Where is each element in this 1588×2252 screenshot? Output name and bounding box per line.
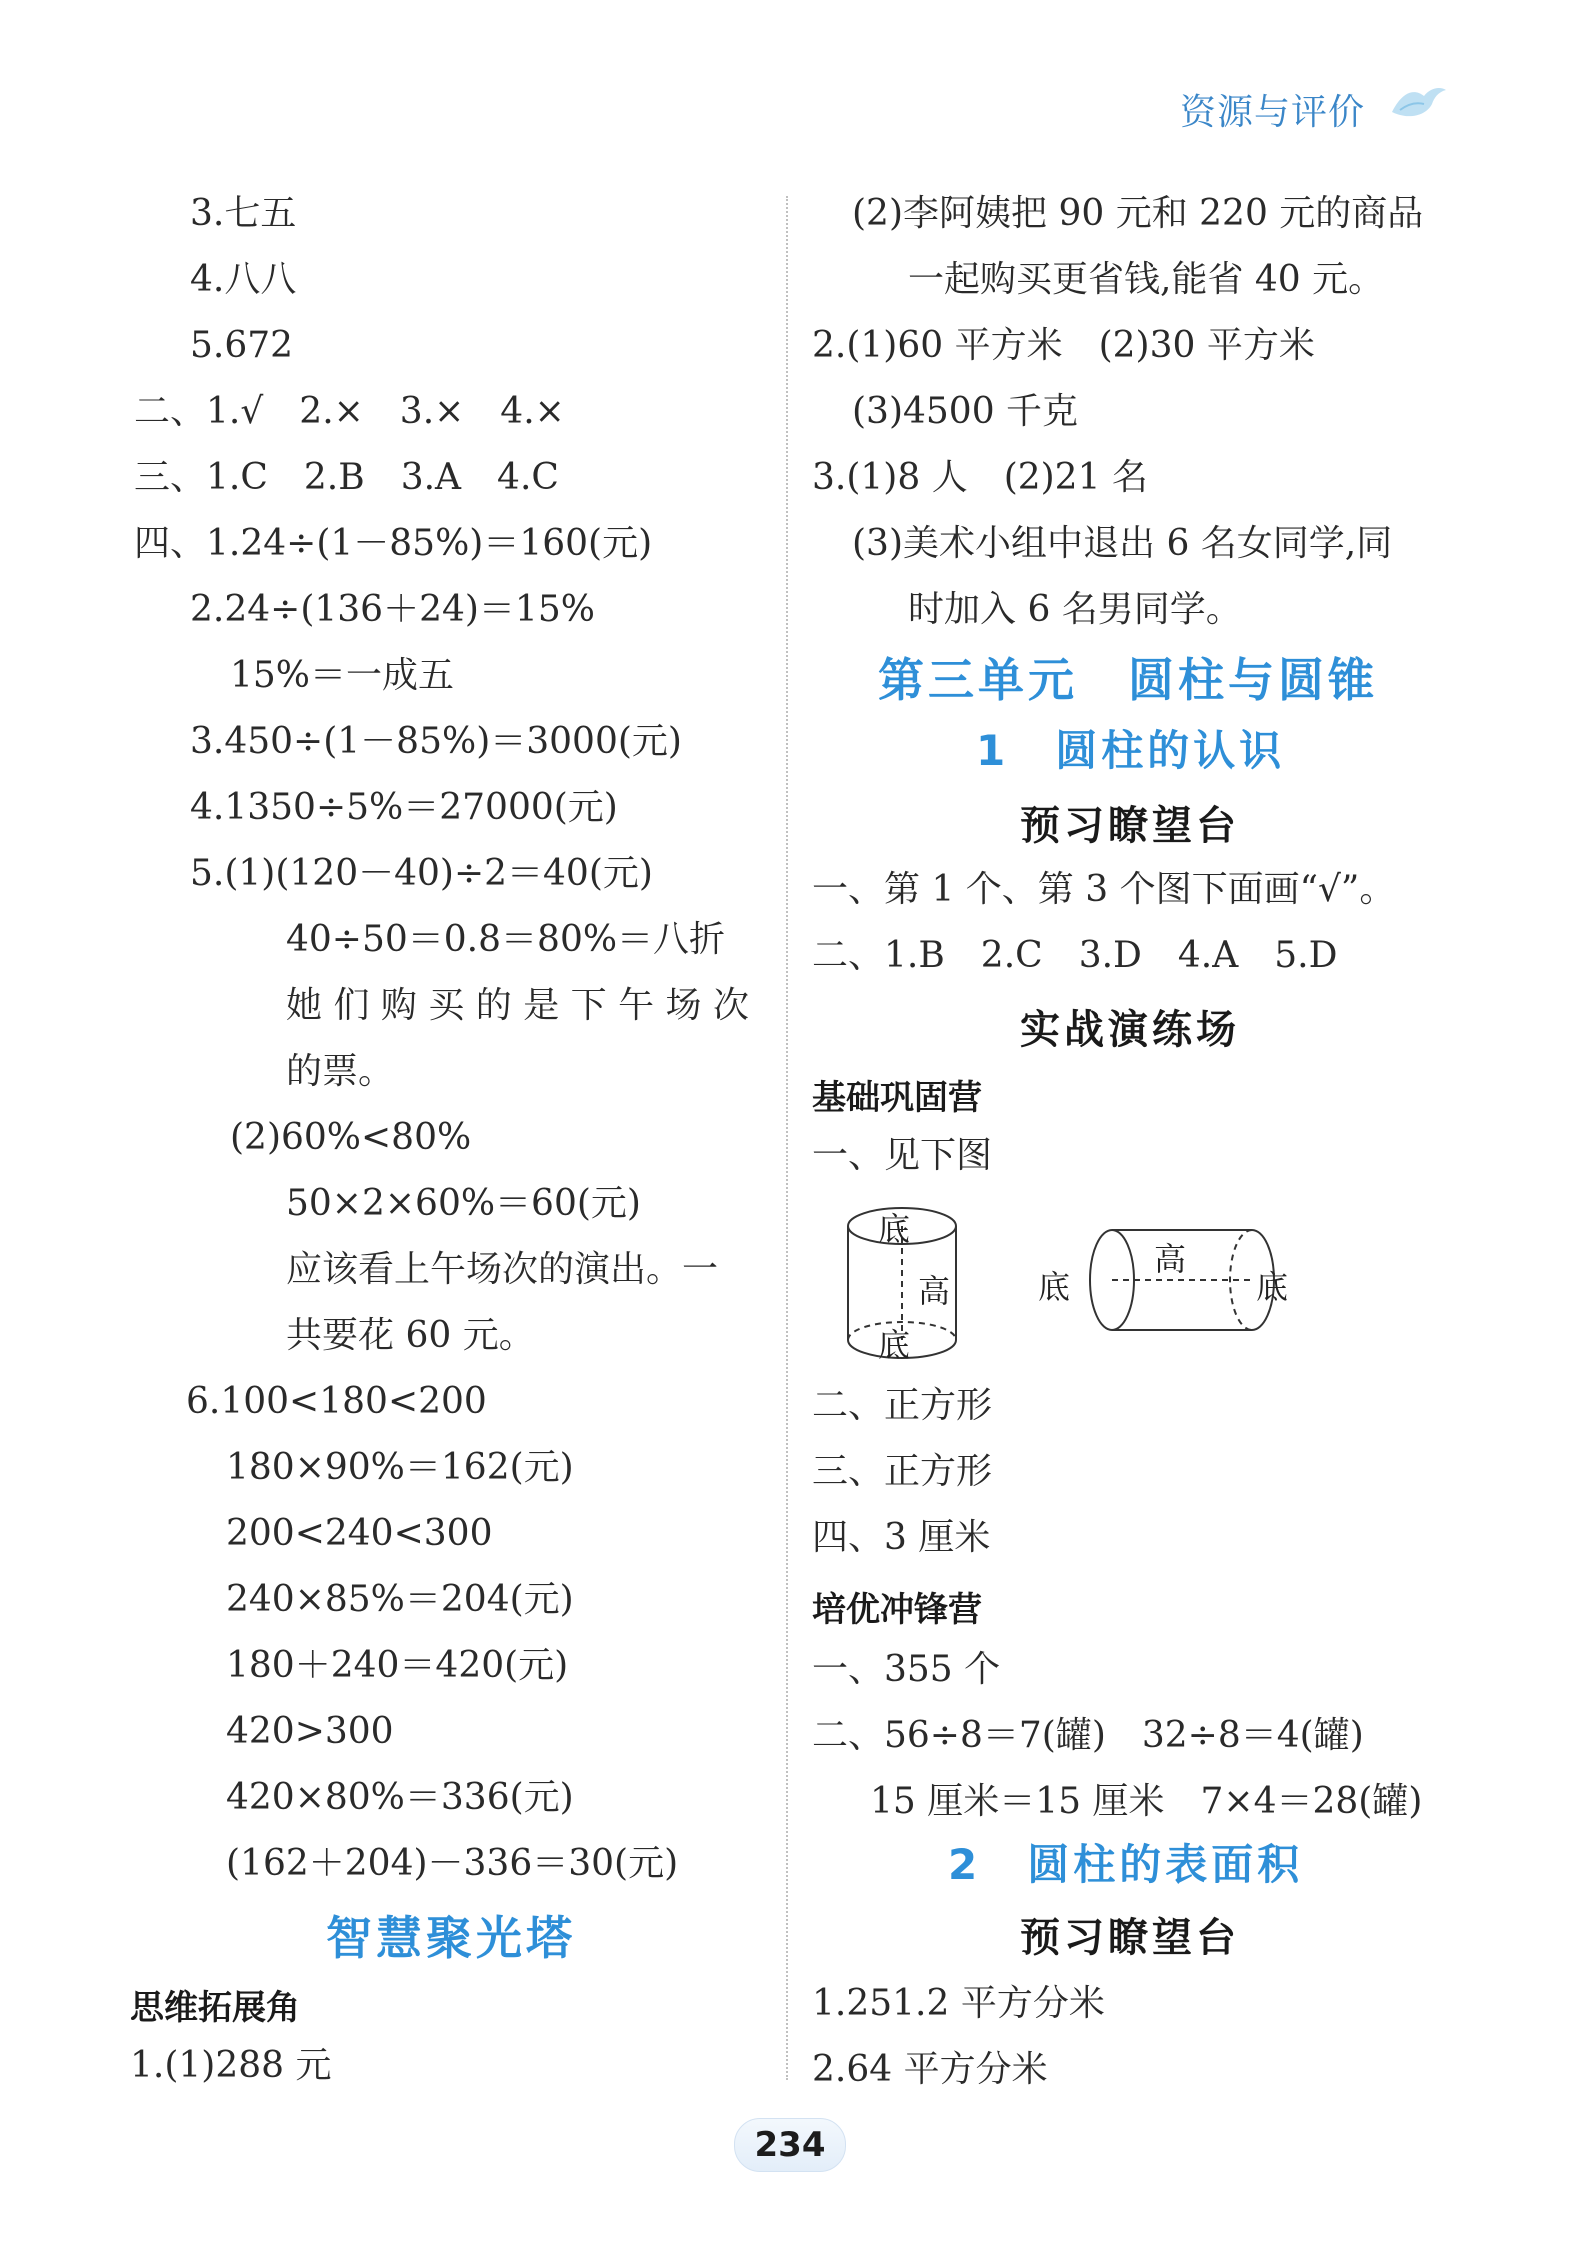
answer-line: 她 们 购 买 的 是 下 午 场 次 xyxy=(286,985,749,1026)
label-height-horizontal: 高 xyxy=(1154,1240,1187,1278)
answer-line: 共要花 60 元。 xyxy=(286,1315,535,1356)
answer-line: 三、1.C 2.B 3.A 4.C xyxy=(134,457,559,498)
answer-line: 一、第 1 个、第 3 个图下面画“√”。 xyxy=(812,869,1396,910)
answer-line: (3)美术小组中退出 6 名女同学,同 xyxy=(852,523,1393,564)
answer-line: 二、56÷8＝7(罐) 32÷8＝4(罐) xyxy=(812,1715,1364,1756)
page-number: 234 xyxy=(734,2118,846,2172)
answer-line: 二、正方形 xyxy=(812,1385,993,1426)
answer-line: 180＋240＝420(元) xyxy=(226,1645,569,1686)
answer-line: 1.251.2 平方分米 xyxy=(812,1983,1105,2024)
practice-title: 实战演练场 xyxy=(1020,1007,1240,1053)
answer-line: (2)60%<80% xyxy=(230,1117,472,1158)
answer-line: 240×85%＝204(元) xyxy=(226,1579,574,1620)
preview-title-1: 预习瞭望台 xyxy=(1020,803,1240,849)
answer-line: 50×2×60%＝60(元) xyxy=(286,1183,641,1224)
answer-line: 3.450÷(1－85%)＝3000(元) xyxy=(190,721,682,762)
answer-line: (3)4500 千克 xyxy=(852,391,1079,432)
answer-line: 420>300 xyxy=(226,1711,394,1752)
lesson-title-1: 1 圆柱的认识 xyxy=(976,726,1286,775)
lesson-title-2: 2 圆柱的表面积 xyxy=(948,1840,1304,1889)
answer-line: 200<240<300 xyxy=(226,1513,493,1554)
answer-line: 二、1.B 2.C 3.D 4.A 5.D xyxy=(812,935,1338,976)
subsection-title-thinking: 思维拓展角 xyxy=(130,1988,300,2028)
answer-line: 应该看上午场次的演出。一 xyxy=(286,1249,719,1290)
label-base-bottom: 底 xyxy=(878,1326,911,1364)
header-title: 资源与评价 xyxy=(1180,92,1366,133)
basic-section-title: 基础巩固营 xyxy=(812,1078,982,1118)
answer-line: 一起购买更省钱,能省 40 元。 xyxy=(908,259,1385,300)
answer-line: 3.七五 xyxy=(190,193,297,234)
answer-line: 3.(1)8 人 (2)21 名 xyxy=(812,457,1148,498)
answer-line: 40÷50＝0.8＝80%＝八折 xyxy=(286,919,726,960)
answer-line: (162＋204)－336＝30(元) xyxy=(226,1843,679,1884)
answer-line: 三、正方形 xyxy=(812,1451,993,1492)
answer-line: 180×90%＝162(元) xyxy=(226,1447,574,1488)
label-height-vertical: 高 xyxy=(918,1272,951,1310)
answer-line: 2.24÷(136＋24)＝15% xyxy=(190,589,595,630)
column-divider xyxy=(786,196,788,2080)
label-base-left: 底 xyxy=(1038,1268,1071,1306)
answer-line: 4.1350÷5%＝27000(元) xyxy=(190,787,618,828)
answer-line: 6.100<180<200 xyxy=(186,1381,487,1422)
advanced-section-title: 培优冲锋营 xyxy=(812,1590,982,1630)
unit-title: 第三单元 圆柱与圆锥 xyxy=(878,653,1378,707)
answer-line: 2.64 平方分米 xyxy=(812,2049,1048,2090)
answer-line: 1.(1)288 元 xyxy=(130,2045,332,2086)
answer-line: 5.672 xyxy=(190,325,294,366)
answer-line: 15%＝一成五 xyxy=(230,655,455,696)
answer-line: (2)李阿姨把 90 元和 220 元的商品 xyxy=(852,193,1424,234)
answer-line: 时加入 6 名男同学。 xyxy=(908,589,1242,630)
answer-line: 二、1.√ 2.× 3.× 4.× xyxy=(134,391,565,432)
answer-line: 2.(1)60 平方米 (2)30 平方米 xyxy=(812,325,1315,366)
cylinder-figure xyxy=(812,1200,1332,1390)
label-base-top: 底 xyxy=(878,1210,911,1248)
answer-line: 的票。 xyxy=(286,1051,395,1092)
answer-line: 一、355 个 xyxy=(812,1649,1001,1690)
preview-title-2: 预习瞭望台 xyxy=(1020,1915,1240,1961)
answer-line: 四、3 厘米 xyxy=(812,1517,991,1558)
answer-line: 5.(1)(120－40)÷2＝40(元) xyxy=(190,853,653,894)
section-title-wisdom: 智慧聚光塔 xyxy=(326,1911,576,1965)
answer-line: 4.八八 xyxy=(190,259,297,300)
answer-line: 四、1.24÷(1－85%)＝160(元) xyxy=(134,523,653,564)
answer-line: 一、见下图 xyxy=(812,1135,993,1176)
label-base-right: 底 xyxy=(1256,1268,1289,1306)
answer-line: 15 厘米＝15 厘米 7×4＝28(罐) xyxy=(870,1781,1423,1822)
bird-logo-icon xyxy=(1390,82,1448,122)
answer-line: 420×80%＝336(元) xyxy=(226,1777,574,1818)
page-header xyxy=(1150,76,1450,146)
